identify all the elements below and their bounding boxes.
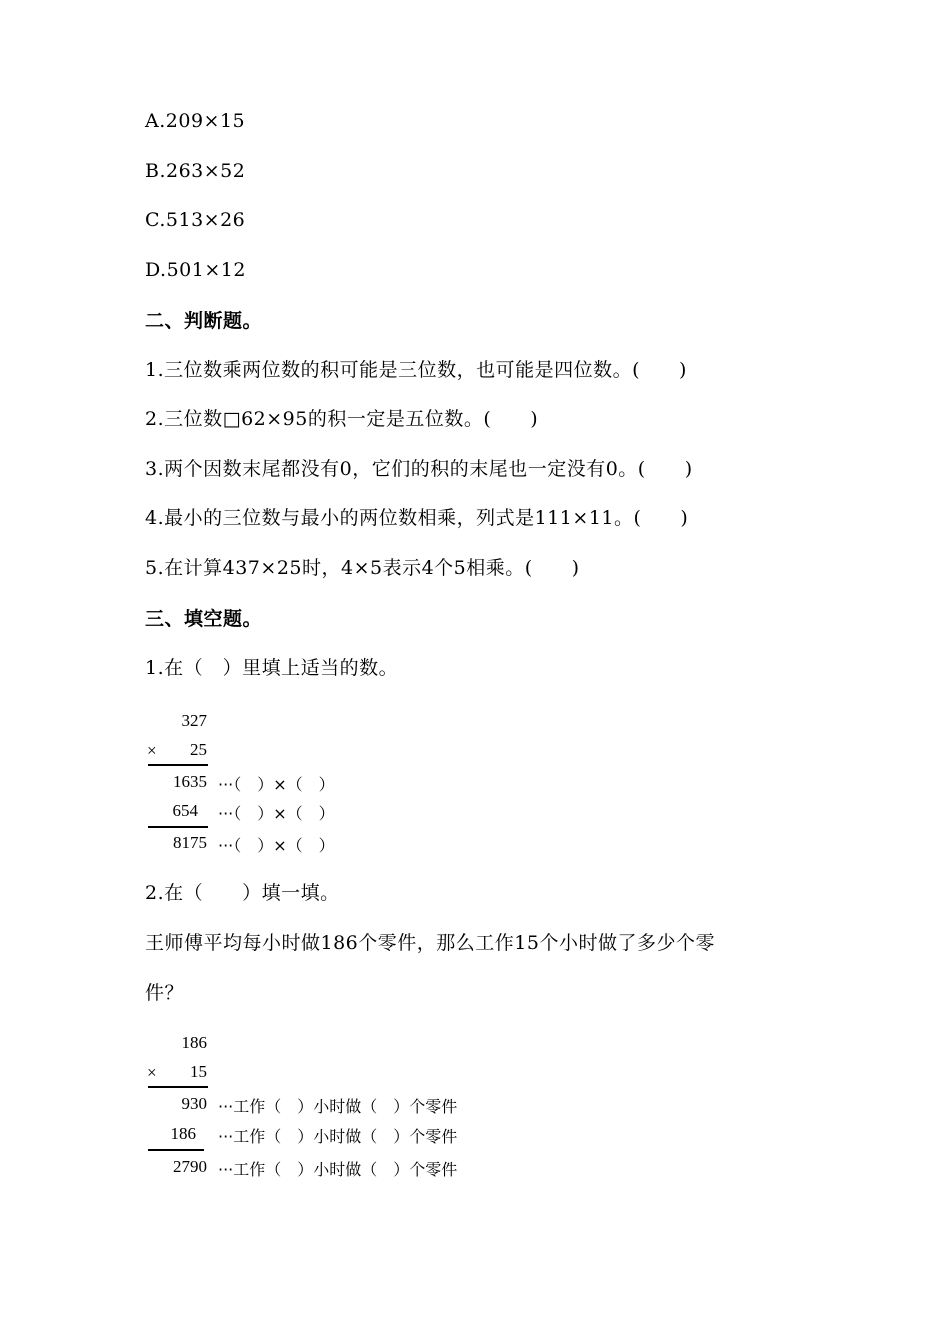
calc-rule	[148, 826, 208, 828]
final-product: 2790	[173, 1157, 207, 1176]
fill-question-1: 1.在（ ）里填上适当的数。	[145, 657, 399, 679]
calc-rule	[148, 1086, 208, 1088]
final-product: 8175	[173, 833, 207, 852]
product-note: ···（ ）×（ ）	[218, 836, 335, 855]
judge-item-4: 4.最小的三位数与最小的两位数相乘，列式是111×11。( )	[145, 507, 689, 529]
section3-title: 三、填空题。	[145, 608, 263, 630]
partial-product-1: 1635	[173, 772, 207, 791]
judge-item-3: 3.两个因数末尾都没有0，它们的积的末尾也一定没有0。( )	[145, 458, 693, 480]
partial-note-1: ···工作（ ）小时做（ ）个零件	[218, 1097, 458, 1116]
partial-product-2: 186	[170, 1124, 196, 1143]
product-note: ···工作（ ）小时做（ ）个零件	[218, 1160, 458, 1179]
partial-note-2: ···工作（ ）小时做（ ）个零件	[218, 1127, 458, 1146]
judge-item-1: 1.三位数乘两位数的积可能是三位数，也可能是四位数。( )	[145, 359, 687, 381]
partial-product-2: 654	[172, 801, 198, 820]
times-sign: ×	[147, 1063, 157, 1082]
fill-question-2: 2.在（ ）填一填。	[145, 882, 340, 904]
multiplier: 25	[190, 740, 207, 759]
section2-title: 二、判断题。	[145, 310, 263, 332]
multiplicand: 186	[181, 1033, 207, 1052]
option-d: D.501×12	[145, 259, 246, 281]
multiplicand: 327	[181, 711, 207, 730]
calc-rule	[148, 1149, 204, 1151]
word-problem-line-1: 王师傅平均每小时做186个零件，那么工作15个小时做了多少个零	[145, 932, 715, 954]
option-a: A.209×15	[145, 110, 246, 132]
partial-note-1: ···（ ）×（ ）	[218, 775, 335, 794]
times-sign: ×	[147, 741, 157, 760]
partial-note-2: ···（ ）×（ ）	[218, 804, 335, 823]
multiplier: 15	[190, 1062, 207, 1081]
option-c: C.513×26	[145, 209, 246, 231]
option-b: B.263×52	[145, 160, 246, 182]
partial-product-1: 930	[181, 1094, 207, 1113]
judge-item-2: 2.三位数□62×95的积一定是五位数。( )	[145, 408, 539, 430]
judge-item-5: 5.在计算437×25时，4×5表示4个5相乘。( )	[145, 557, 580, 579]
calc-rule	[148, 764, 208, 766]
word-problem-line-2: 件？	[145, 982, 185, 1004]
